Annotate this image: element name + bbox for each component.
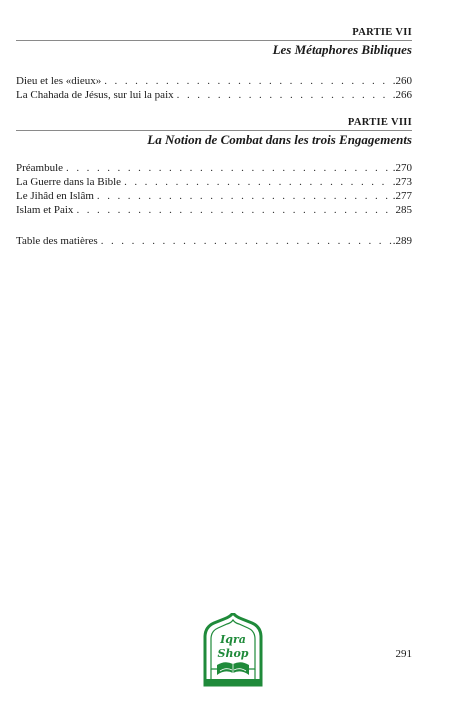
dot-leader (104, 74, 392, 88)
part-vii-title: Les Métaphores Bibliques (272, 42, 412, 57)
logo-text-line1: Iqra (220, 633, 246, 646)
part-vii-entries (16, 74, 412, 102)
toc-entry-page: .260 (392, 75, 412, 87)
toc-entry (16, 161, 412, 175)
part-viii-rule (16, 130, 412, 131)
toc-entry (16, 203, 412, 217)
part-viii-heading (16, 116, 412, 148)
toc-entry-title: Islam et Paix (16, 204, 74, 216)
toc-entry-title: Table des matières (16, 235, 98, 247)
dot-leader (177, 88, 392, 102)
part-vii-rule (16, 40, 412, 41)
toc-entry (16, 74, 412, 88)
toc-entry (16, 189, 412, 203)
page-number: 291 (395, 648, 412, 660)
toc-entry-title: Dieu et les «dieux» (16, 75, 102, 87)
toc-entry-page: .289 (392, 235, 412, 247)
toc-entry-title: Le Jihâd en Islâm (16, 190, 94, 202)
dot-leader (101, 234, 392, 248)
toc-entry-page: .266 (392, 89, 412, 101)
toc-entry (16, 88, 412, 102)
dot-leader (66, 161, 392, 175)
iqra-shop-logo (200, 613, 266, 687)
dot-leader (124, 175, 392, 189)
contents-entry-block (16, 234, 412, 248)
toc-entry-page: .273 (392, 176, 412, 188)
part-viii-label: PARTIE VIII (347, 117, 412, 128)
dot-leader (76, 203, 394, 217)
toc-entry-title: Préambule (16, 162, 64, 174)
toc-entry (16, 234, 412, 248)
part-vii-heading (16, 26, 412, 58)
toc-entry-page: .277 (392, 190, 412, 202)
logo-text-line2: Shop (217, 647, 249, 660)
part-vii-label: PARTIE VII (352, 27, 412, 38)
part-viii-entries (16, 161, 412, 217)
toc-entry-page: .270 (392, 162, 412, 174)
toc-entry-title: La Chahada de Jésus, sur lui la paix (16, 89, 174, 101)
dot-leader (97, 189, 392, 203)
part-viii-title: La Notion de Combat dans les trois Engagements (147, 132, 412, 147)
toc-entry-title: La Guerre dans la Bible (16, 176, 122, 188)
toc-entry-page: 285 (395, 204, 412, 216)
toc-entry (16, 175, 412, 189)
